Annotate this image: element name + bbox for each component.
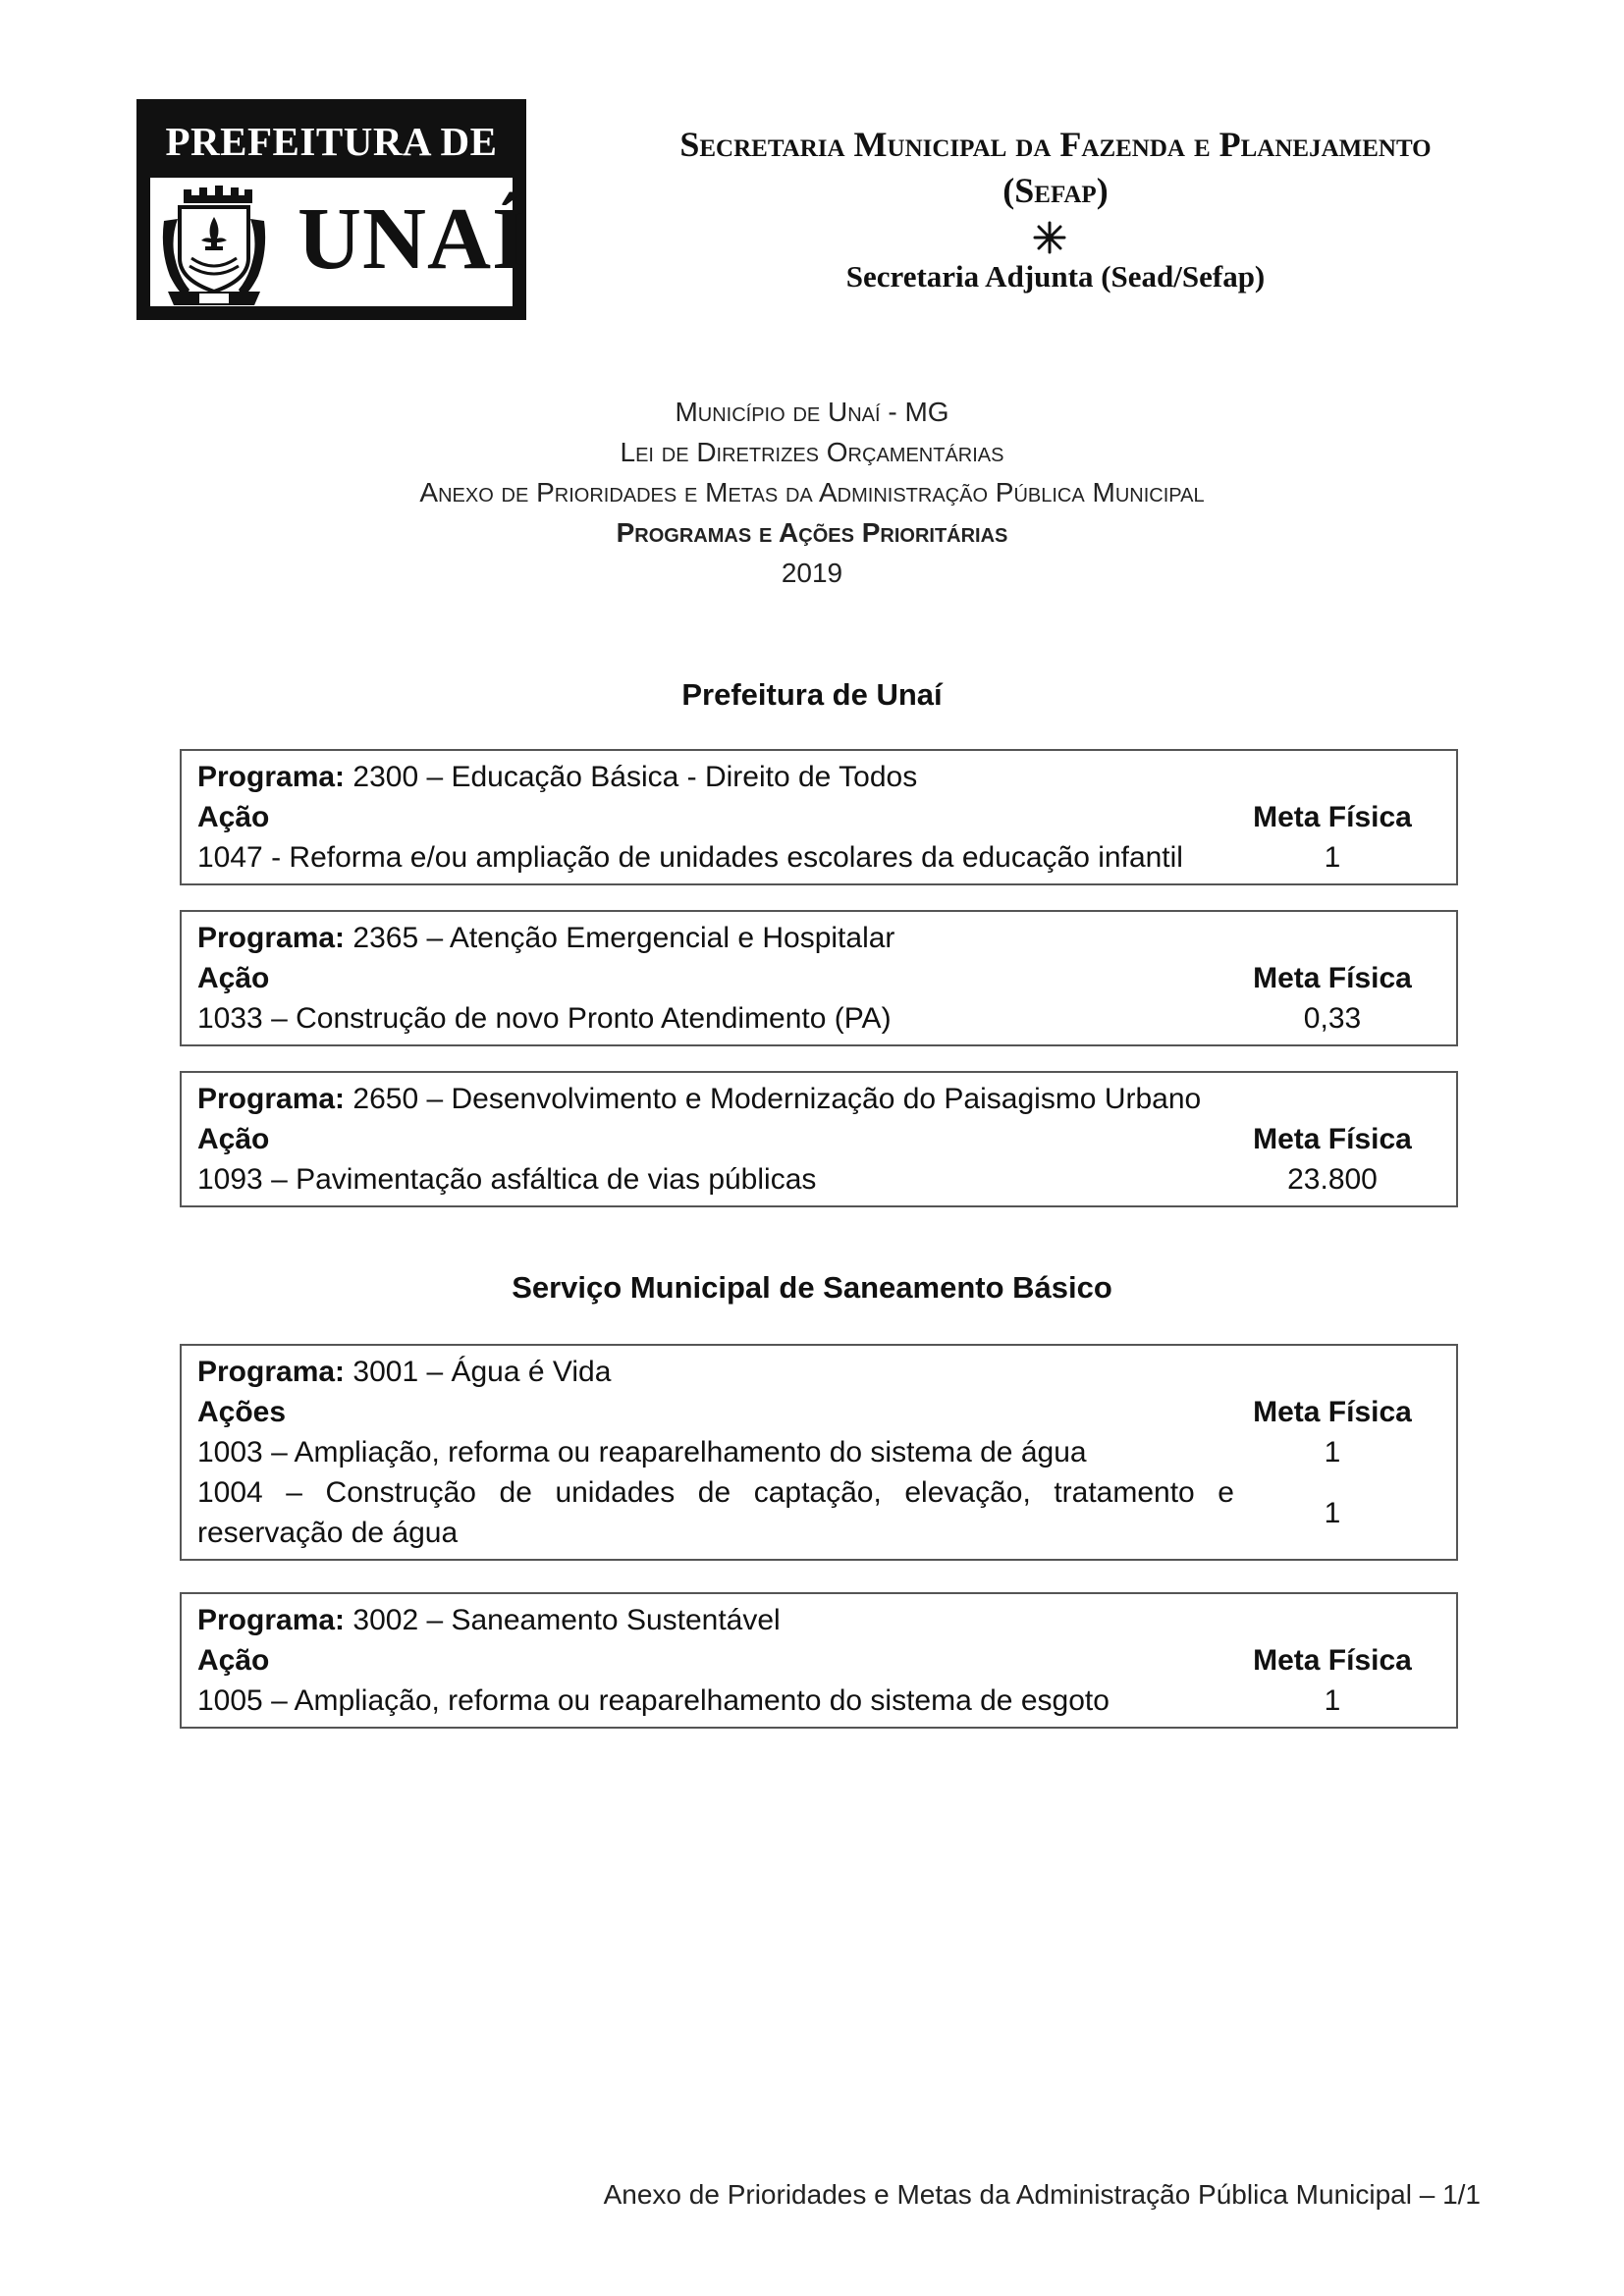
- action-row: [197, 1432, 1456, 1472]
- action-text: 1004 – Construção de unidades de captação, elevação, tratamento e reservação de água: [197, 1476, 1234, 1549]
- actions-header: Ação: [197, 1644, 270, 1677]
- meta-header: Meta Física: [1253, 1123, 1412, 1155]
- action-text: 1047 - Reforma e/ou ampliação de unidades escolares da educação infantil: [197, 841, 1183, 874]
- ldo-line: Lei de Diretrizes Orçamentárias: [620, 437, 1004, 467]
- action-text: 1003 – Ampliação, reforma ou reaparelhamento do sistema de água: [197, 1436, 1087, 1468]
- program-label: Programa:: [197, 1083, 346, 1115]
- action-row: [197, 1681, 1456, 1721]
- action-text: 1033 – Construção de novo Pronto Atendimento (PA): [197, 1002, 892, 1035]
- actions-header: Ação: [197, 1123, 270, 1155]
- header-row: [197, 958, 1456, 998]
- program-label: Programa:: [197, 1356, 346, 1388]
- program-name: 2650 – Desenvolvimento e Modernização do Paisagismo Urbano: [352, 1083, 1202, 1115]
- page-footer: Anexo de Prioridades e Metas da Administração Pública Municipal – 1/1: [603, 2179, 1481, 2210]
- action-meta: 1: [1324, 1436, 1341, 1468]
- logo-top-text: PREFEITURA DE: [165, 119, 498, 164]
- municipal-logo: [136, 99, 526, 320]
- header-row: [197, 1640, 1456, 1681]
- program-name: 3002 – Saneamento Sustentável: [352, 1604, 781, 1636]
- section-title-saneamento: Serviço Municipal de Saneamento Básico: [512, 1270, 1112, 1305]
- program-label: Programa:: [197, 922, 346, 954]
- actions-header: Ação: [197, 801, 270, 833]
- header-row: [197, 1392, 1456, 1432]
- actions-header: Ações: [197, 1396, 287, 1428]
- logo-bottom-text: UNAÍ: [298, 190, 528, 288]
- meta-header: Meta Física: [1253, 801, 1412, 833]
- program-box-3001: [180, 1344, 1458, 1561]
- ornament-star-icon: [1033, 221, 1066, 254]
- action-text: 1005 – Ampliação, reforma ou reaparelhamento do sistema de esgoto: [197, 1684, 1110, 1717]
- anexo-line: Anexo de Prioridades e Metas da Administração Pública Municipal: [419, 477, 1205, 507]
- action-row: [197, 1159, 1456, 1200]
- program-name: 3001 – Água é Vida: [352, 1356, 612, 1388]
- meta-header: Meta Física: [1253, 1644, 1412, 1677]
- action-text: 1093 – Pavimentação asfáltica de vias públicas: [197, 1163, 817, 1196]
- action-meta: 1: [1324, 1496, 1341, 1529]
- programas-line: Programas e Ações Prioritárias: [616, 517, 1008, 548]
- action-row: [197, 998, 1456, 1039]
- action-meta: 1: [1324, 841, 1341, 874]
- program-row: [197, 757, 1456, 797]
- program-name: 2365 – Atenção Emergencial e Hospitalar: [352, 922, 895, 954]
- action-meta: 0,33: [1303, 1002, 1362, 1035]
- year-line: 2019: [781, 558, 843, 588]
- action-row: [197, 837, 1456, 878]
- program-row: [197, 1352, 1456, 1392]
- header-row: [197, 797, 1456, 837]
- program-box-2650: [180, 1071, 1458, 1207]
- program-label: Programa:: [197, 761, 346, 793]
- meta-header: Meta Física: [1253, 1396, 1412, 1428]
- municipio-line: Município de Unaí - MG: [675, 397, 949, 427]
- program-row: [197, 1079, 1456, 1119]
- meta-header: Meta Física: [1253, 962, 1412, 994]
- program-box-2365: [180, 910, 1458, 1046]
- program-box-2300: [180, 749, 1458, 885]
- action-row: [197, 1472, 1456, 1553]
- action-meta: 1: [1324, 1684, 1341, 1717]
- program-row: [197, 918, 1456, 958]
- program-name: 2300 – Educação Básica - Direito de Todos: [352, 761, 918, 793]
- program-label: Programa:: [197, 1604, 346, 1636]
- secretaria-title-line2: (Sefap): [1002, 171, 1109, 210]
- header-row: [197, 1119, 1456, 1159]
- secretaria-title-line1: Secretaria Municipal da Fazenda e Planejamento: [679, 125, 1432, 164]
- actions-header: Ação: [197, 962, 270, 994]
- logo-inner-panel: [150, 178, 528, 306]
- program-box-3002: [180, 1592, 1458, 1729]
- section-title-prefeitura: Prefeitura de Unaí: [681, 677, 943, 712]
- program-row: [197, 1600, 1456, 1640]
- crest-icon: [156, 182, 272, 309]
- action-meta: 23.800: [1287, 1163, 1378, 1196]
- secretaria-adjunta: Secretaria Adjunta (Sead/Sefap): [845, 259, 1266, 294]
